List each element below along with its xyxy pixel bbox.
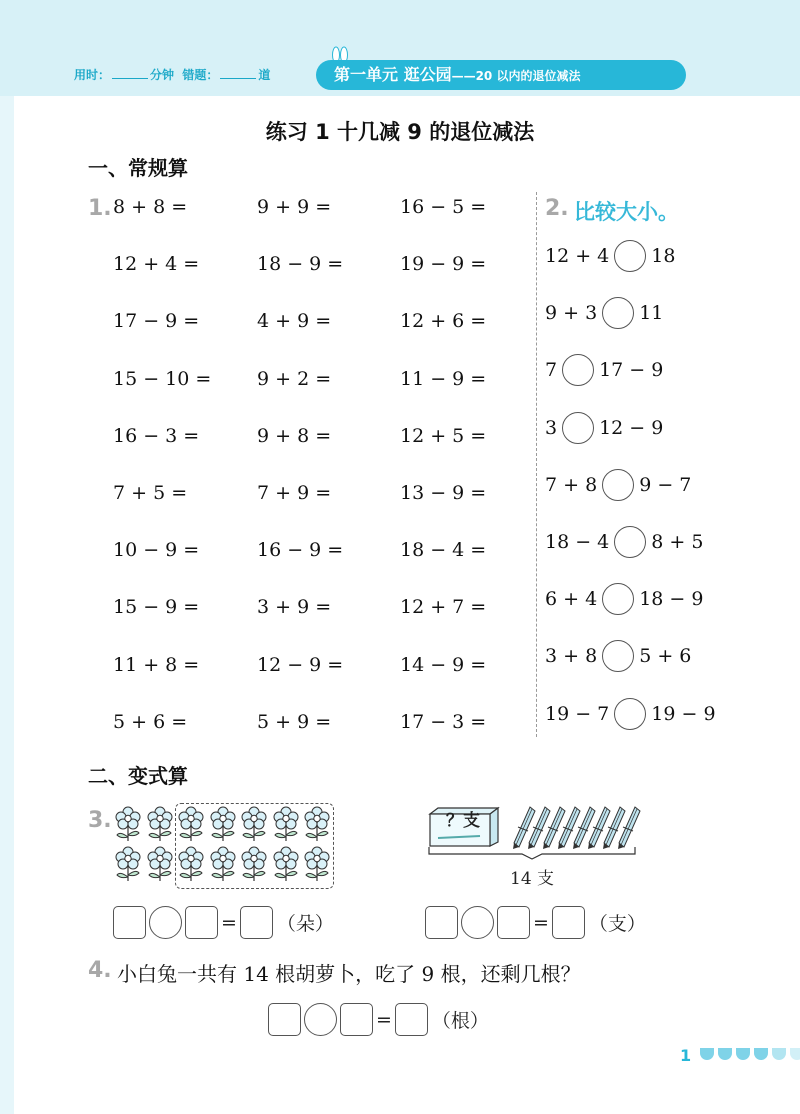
flower-icon [175, 845, 207, 883]
flower-icon [301, 845, 333, 883]
compare-left: 19 − 7 [545, 702, 610, 725]
compare-left: 12 + 4 [545, 245, 610, 267]
compare-right: 18 [651, 245, 676, 267]
q4-problem-text: 小白兔一共有 14 根胡萝卜，吃了 9 根，还剩几根？ [117, 962, 581, 986]
exercise-item: 15 − 9 = [113, 596, 200, 619]
decor-dot [772, 1048, 786, 1060]
compare-right: 11 [639, 302, 664, 325]
compare-right: 18 − 9 [639, 588, 704, 611]
equals-sign: = [533, 911, 549, 934]
compare-left: 6 + 4 [545, 588, 598, 611]
section-heading-2: 二、变式算 [88, 764, 188, 788]
exercise-item: 8 + 8 = [113, 196, 188, 218]
exercise-item: 9 + 2 = [257, 367, 332, 390]
pencil-box-label: ？支 [446, 811, 480, 831]
equals-sign: = [221, 911, 237, 934]
exercise-item: 17 − 9 = [113, 310, 200, 333]
compare-left: 18 − 4 [545, 531, 610, 553]
compare-right: 8 + 5 [651, 531, 704, 553]
q3-equation-flowers [113, 906, 334, 939]
compare-row [545, 240, 675, 272]
page-decor-dots [700, 1048, 800, 1060]
flower-icon [207, 805, 239, 843]
compare-row [545, 640, 691, 672]
exercise-item: 19 − 9 = [400, 253, 487, 276]
compare-row [545, 583, 703, 615]
flower-icon [175, 805, 207, 843]
operator-circle[interactable] [304, 1003, 337, 1036]
compare-circle[interactable] [602, 469, 634, 501]
time-label: 用时： [74, 68, 111, 82]
compare-right: 5 + 6 [639, 645, 692, 668]
answer-box[interactable] [425, 906, 458, 939]
compare-circle[interactable] [602, 297, 634, 329]
header-meta [74, 66, 270, 83]
operator-circle[interactable] [461, 906, 494, 939]
answer-box[interactable] [340, 1003, 373, 1036]
question-number-4: 4. [88, 958, 112, 983]
decor-dot [718, 1048, 732, 1060]
flower-icon [238, 805, 270, 843]
question-number-1: 1. [88, 196, 112, 221]
exercise-item: 12 + 7 = [400, 596, 487, 619]
compare-row [545, 469, 691, 501]
compare-right: 12 − 9 [599, 416, 664, 439]
compare-row [545, 297, 663, 329]
compare-row [545, 526, 703, 558]
exercise-item: 12 + 4 = [113, 253, 200, 276]
compare-circle[interactable] [602, 640, 634, 672]
flower-icon [270, 845, 302, 883]
exercise-item: 17 − 3 = [400, 710, 487, 733]
unit-subtitle: ——20 以内的退位减法 [451, 69, 581, 83]
exercise-item: 11 − 9 = [400, 367, 487, 390]
exercise-item: 18 − 9 = [257, 253, 344, 276]
answer-box[interactable] [497, 906, 530, 939]
result-box[interactable] [395, 1003, 428, 1036]
flower-icon [112, 845, 144, 883]
compare-row [545, 354, 663, 386]
exercise-item: 9 + 9 = [257, 196, 332, 218]
errors-blank [220, 78, 256, 79]
compare-circle[interactable] [562, 412, 594, 444]
equals-sign: = [376, 1008, 392, 1031]
page-title: 练习 1 十几减 9 的退位减法 [265, 120, 535, 144]
exercise-item: 16 − 3 = [113, 424, 200, 447]
answer-box[interactable] [185, 906, 218, 939]
compare-circle[interactable] [602, 583, 634, 615]
decor-dot [754, 1048, 768, 1060]
compare-circle[interactable] [614, 240, 646, 272]
exercise-item: 16 − 5 = [400, 196, 487, 218]
compare-row [545, 412, 663, 444]
compare-right: 19 − 9 [651, 702, 716, 725]
unit-label: （支） [588, 913, 646, 935]
exercise-item: 7 + 9 = [257, 482, 332, 504]
compare-left: 9 + 3 [545, 302, 598, 325]
time-blank [112, 78, 148, 79]
flower-icon [144, 805, 176, 843]
flower-icon [144, 845, 176, 883]
exercise-item: 12 − 9 = [257, 653, 344, 676]
result-box[interactable] [240, 906, 273, 939]
exercise-item: 5 + 9 = [257, 710, 332, 733]
exercise-item: 15 − 10 = [113, 367, 212, 390]
total-label: 14 支 [510, 869, 555, 889]
compare-right: 9 − 7 [639, 473, 692, 496]
unit-title: 第一单元 逛公园 [334, 65, 452, 84]
compare-left: 3 [545, 416, 558, 439]
q4-equation [268, 1003, 489, 1036]
decor-dot [736, 1048, 750, 1060]
compare-right: 17 − 9 [599, 359, 664, 382]
q3-equation-pencils [425, 906, 646, 939]
compare-circle[interactable] [562, 354, 594, 386]
page-number: 1 [680, 1046, 692, 1065]
errors-label: 错题： [182, 68, 219, 82]
flower-icon [301, 805, 333, 843]
compare-left: 7 [545, 359, 558, 382]
exercise-item: 7 + 5 = [113, 482, 188, 504]
flower-icon [270, 805, 302, 843]
q2-title: 比较大小。 [574, 200, 679, 224]
exercise-item: 12 + 6 = [400, 310, 487, 333]
compare-left: 3 + 8 [545, 645, 598, 668]
exercise-item: 3 + 9 = [257, 596, 332, 619]
exercise-item: 18 − 4 = [400, 539, 487, 562]
unit-label: （根） [431, 1010, 489, 1032]
left-decor-strip [0, 96, 14, 1114]
answer-box[interactable] [113, 906, 146, 939]
exercise-item: 14 − 9 = [400, 653, 487, 676]
exercise-item: 11 + 8 = [113, 653, 200, 676]
errors-unit: 道 [258, 68, 271, 82]
flower-icon [207, 845, 239, 883]
compare-left: 7 + 8 [545, 473, 598, 496]
pencil-bundle-icon [617, 805, 641, 849]
operator-circle[interactable] [149, 906, 182, 939]
unit-label: （朵） [276, 913, 334, 935]
compare-circle[interactable] [614, 526, 646, 558]
flower-icon [238, 845, 270, 883]
decor-dot [700, 1048, 714, 1060]
question-number-2: 2. [545, 196, 569, 221]
flower-icon [112, 805, 144, 843]
unit-title-pill [316, 60, 686, 90]
exercise-item: 12 + 5 = [400, 424, 487, 447]
decor-dot [790, 1048, 800, 1060]
exercise-item: 10 − 9 = [113, 539, 200, 562]
section-heading-1: 一、常规算 [88, 156, 188, 180]
exercise-item: 9 + 8 = [257, 424, 332, 447]
total-brace [428, 846, 636, 860]
divider-dashed [536, 192, 537, 737]
time-unit: 分钟 [150, 68, 175, 82]
exercise-item: 13 − 9 = [400, 482, 487, 504]
answer-box[interactable] [268, 1003, 301, 1036]
question-number-3: 3. [88, 808, 112, 833]
result-box[interactable] [552, 906, 585, 939]
exercise-item: 5 + 6 = [113, 710, 188, 733]
exercise-item: 16 − 9 = [257, 539, 344, 562]
exercise-item: 4 + 9 = [257, 310, 332, 333]
compare-circle[interactable] [614, 698, 646, 730]
compare-row [545, 698, 716, 730]
